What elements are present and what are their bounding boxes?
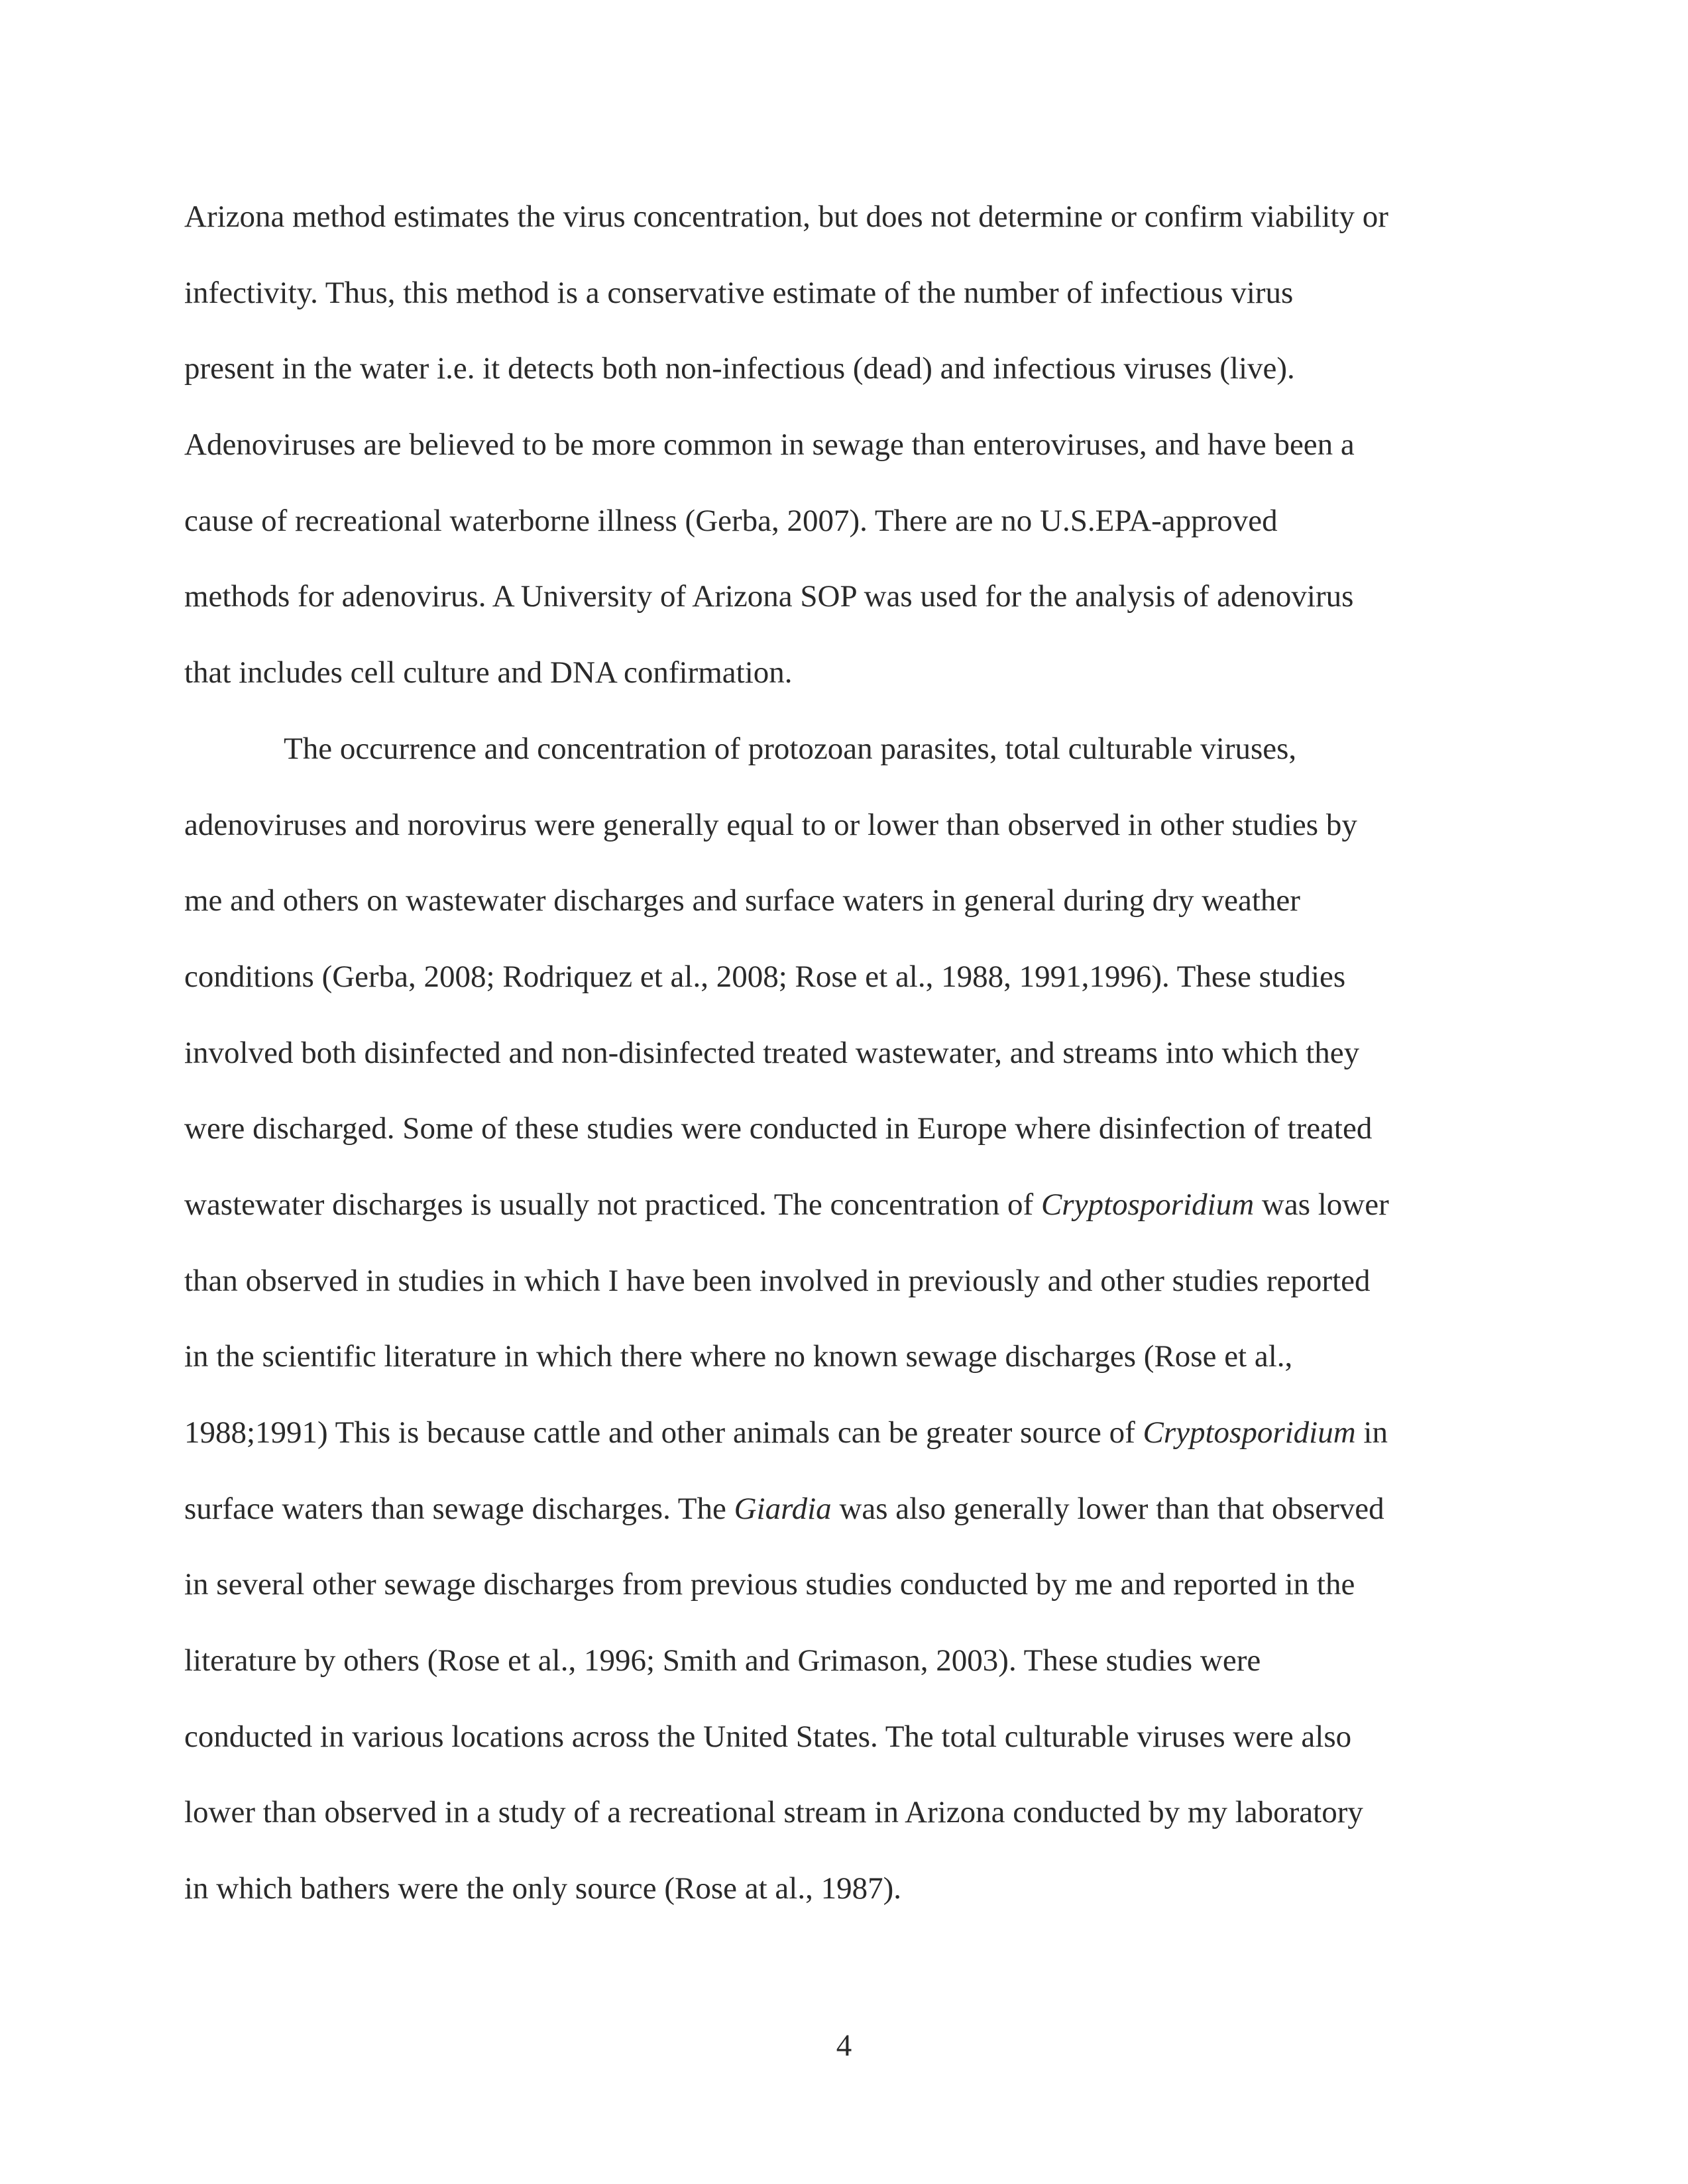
text-segment: were discharged. Some of these studies were conducted in Europe where disinfection of treated [184,1111,1373,1146]
body-text [184,179,1483,1927]
text-line [184,1851,1483,1927]
text-segment: wastewater discharges is usually not practiced. The concentration of [184,1187,1041,1222]
text-line [184,1091,1483,1167]
text-line [184,179,1483,255]
italic-term: Cryptosporidium [1041,1187,1255,1222]
paragraph-2 [184,711,1483,1927]
text-line [184,1774,1483,1851]
text-line [184,787,1483,863]
text-segment: was lower [1254,1187,1389,1222]
text-line [184,1699,1483,1775]
text-line [184,1015,1483,1091]
text-segment: 1988;1991) This is because cattle and other animals can be greater source of [184,1415,1143,1450]
text-segment: in several other sewage discharges from previous studies conducted by me and reported in the [184,1567,1355,1602]
text-line [184,407,1483,483]
text-segment: me and others on wastewater discharges and surface waters in general during dry weather [184,883,1300,918]
text-line [184,255,1483,331]
text-segment: Arizona method estimates the virus concentration, but does not determine or confirm viability or [184,199,1388,234]
italic-term: Cryptosporidium [1143,1415,1356,1450]
text-segment: than observed in studies in which I have been involved in previously and other studies reported [184,1263,1371,1298]
text-line [184,559,1483,635]
text-segment: was also generally lower than that observed [831,1491,1384,1526]
text-segment: that includes cell culture and DNA confirmation. [184,655,793,690]
text-line [184,1547,1483,1623]
text-segment: in the scientific literature in which there where no known sewage discharges (Rose et al., [184,1339,1293,1374]
text-segment: literature by others (Rose et al., 1996; Smith and Grimason, 2003). These studies were [184,1643,1261,1678]
italic-term: Giardia [734,1491,832,1526]
text-line [184,635,1483,711]
text-line [184,1623,1483,1699]
text-line [184,331,1483,407]
text-segment: cause of recreational waterborne illness (Gerba, 2007). There are no U.S.EPA-approved [184,503,1278,538]
paragraph-1 [184,179,1483,711]
text-line [184,1395,1483,1471]
text-segment: Adenoviruses are believed to be more common in sewage than enteroviruses, and have been a [184,427,1355,463]
text-line [184,1471,1483,1547]
text-line [184,863,1483,939]
text-segment: conducted in various locations across the United States. The total culturable viruses were also [184,1719,1352,1754]
text-segment: methods for adenovirus. A University of Arizona SOP was used for the analysis of adenovirus [184,579,1354,614]
page-number: 4 [836,2028,852,2063]
text-segment: involved both disinfected and non-disinfected treated wastewater, and streams into which they [184,1035,1360,1070]
text-segment: lower than observed in a study of a recreational stream in Arizona conducted by my laboratory [184,1795,1363,1830]
text-segment: infectivity. Thus, this method is a conservative estimate of the number of infectious virus [184,275,1294,310]
text-line [184,483,1483,559]
text-line [184,1243,1483,1319]
text-segment: conditions (Gerba, 2008; Rodriquez et al., 2008; Rose et al., 1988, 1991,1996). These studies [184,959,1346,994]
text-segment: The occurrence and concentration of protozoan parasites, total culturable viruses, [284,731,1297,766]
text-segment: surface waters than sewage discharges. The [184,1491,734,1526]
text-line [184,711,1483,787]
text-segment: in which bathers were the only source (Rose at al., 1987). [184,1871,901,1906]
text-line [184,939,1483,1015]
text-line [184,1167,1483,1243]
text-segment: in [1355,1415,1388,1450]
text-segment: present in the water i.e. it detects both non-infectious (dead) and infectious viruses (live). [184,351,1295,386]
text-line [184,1319,1483,1395]
text-segment: adenoviruses and norovirus were generally equal to or lower than observed in other studies by [184,807,1357,842]
